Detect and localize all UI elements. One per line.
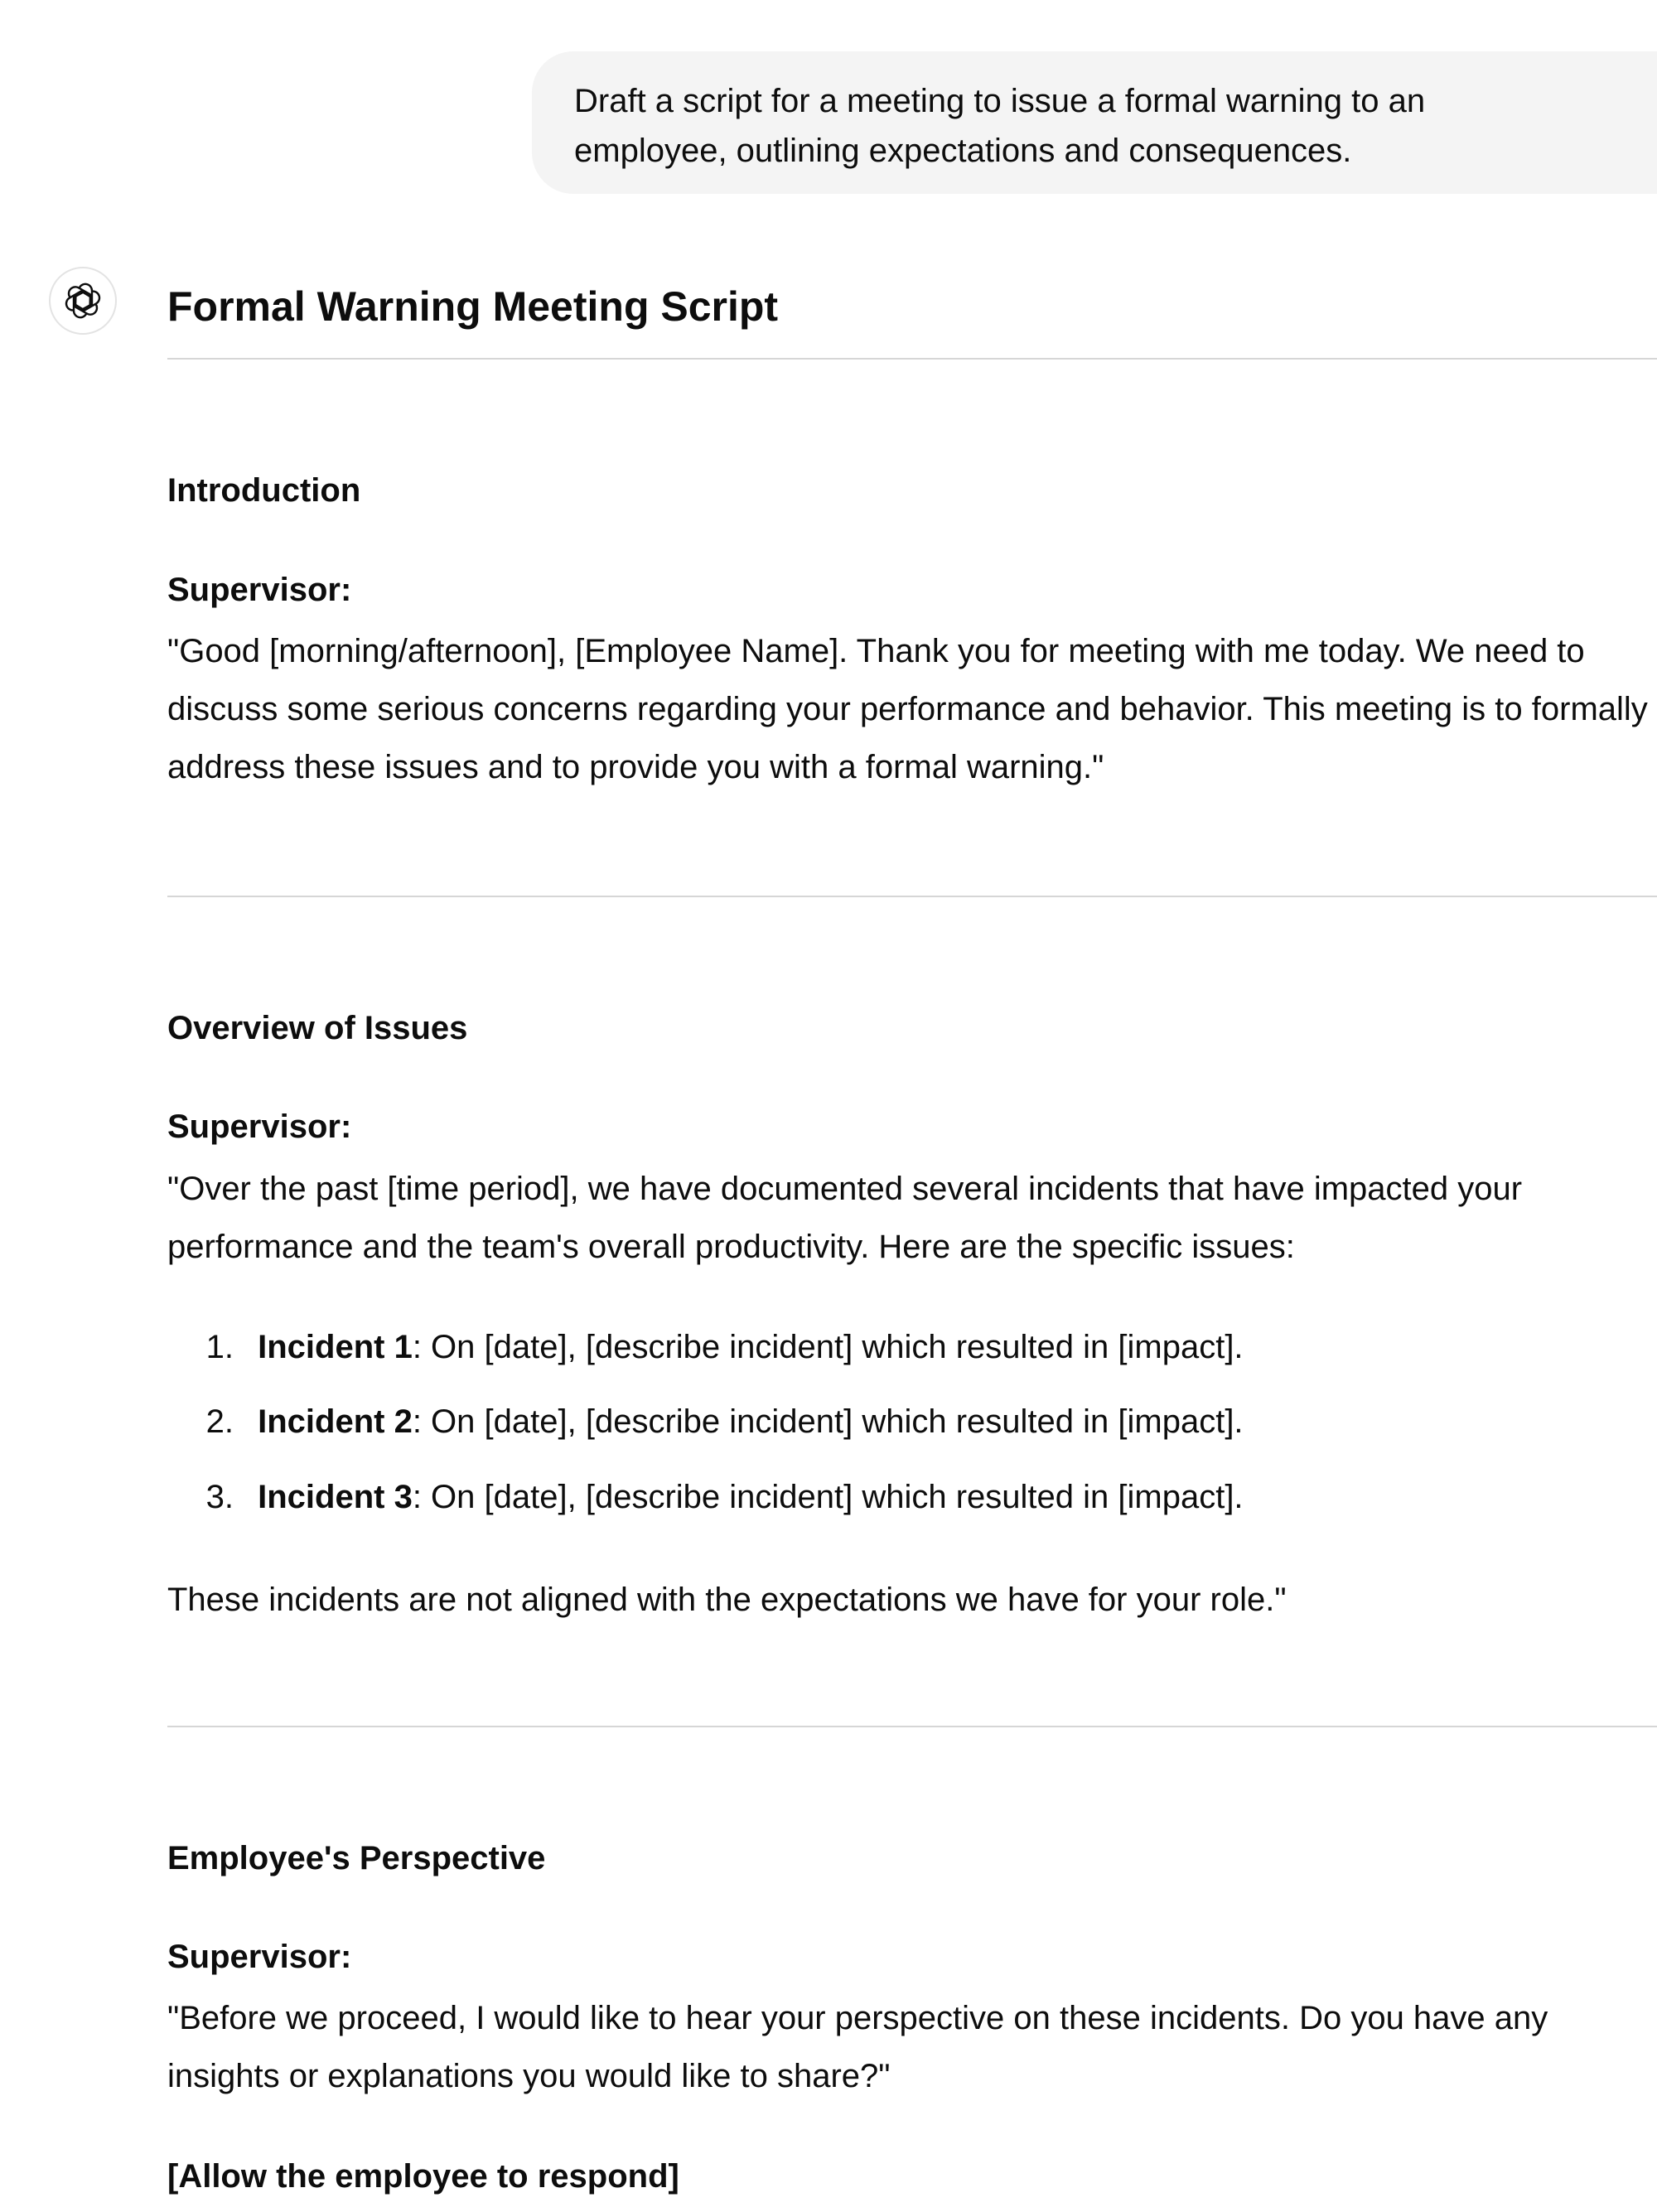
overview-heading: Overview of Issues xyxy=(167,1010,468,1046)
overview-closing-text: These incidents are not aligned with the expectations we have for your role." xyxy=(167,1582,1287,1618)
user-message-bubble xyxy=(532,51,1657,194)
overview-speaker: Supervisor: xyxy=(167,1108,352,1145)
user-message-line-2: employee, outlining expectations and consequences. xyxy=(574,133,1352,169)
list-item-number: 3. xyxy=(205,1479,234,1515)
list-item-label: Incident 2 xyxy=(258,1403,413,1440)
perspective-text: "Before we proceed, I would like to hear your perspective on these incidents. Do you have any insights or explanations you would like to share?" xyxy=(167,2000,1548,2094)
perspective-action: [Allow the employee to respond] xyxy=(167,2158,679,2195)
list-item xyxy=(167,1472,1244,1522)
title-divider xyxy=(167,358,1657,360)
perspective-heading: Employee's Perspective xyxy=(167,1840,546,1876)
list-item-label: Incident 3 xyxy=(258,1479,413,1515)
introduction-text: "Good [morning/afternoon], [Employee Name]. Thank you for meeting with me today. We need to discuss some serious concerns regarding your performance and behavior. This meeting is to formally address these issues and to provide you with a formal warning." xyxy=(167,633,1648,785)
list-item-text: : On [date], [describe incident] which resulted in [impact]. xyxy=(412,1479,1244,1515)
list-item-number: 1. xyxy=(205,1329,234,1365)
perspective-speaker: Supervisor: xyxy=(167,1939,352,1975)
list-item-text: : On [date], [describe incident] which resulted in [impact]. xyxy=(412,1329,1244,1365)
section-divider xyxy=(167,896,1657,897)
introduction-speaker: Supervisor: xyxy=(167,572,352,608)
list-item xyxy=(167,1322,1244,1372)
assistant-avatar xyxy=(49,267,117,335)
overview-text: "Over the past [time period], we have documented several incidents that have impacted your performance and the team's overall productivity. Here are the specific issues: xyxy=(167,1171,1523,1265)
list-item-text: : On [date], [describe incident] which resulted in [impact]. xyxy=(412,1403,1244,1440)
list-item xyxy=(167,1397,1244,1446)
list-item-label: Incident 1 xyxy=(258,1329,413,1365)
section-divider xyxy=(167,1726,1657,1727)
openai-logo-icon xyxy=(62,280,104,321)
response-title: Formal Warning Meeting Script xyxy=(167,283,779,330)
list-item-number: 2. xyxy=(205,1403,234,1440)
introduction-heading: Introduction xyxy=(167,472,361,509)
user-message-line-1: Draft a script for a meeting to issue a formal warning to an xyxy=(574,83,1426,119)
